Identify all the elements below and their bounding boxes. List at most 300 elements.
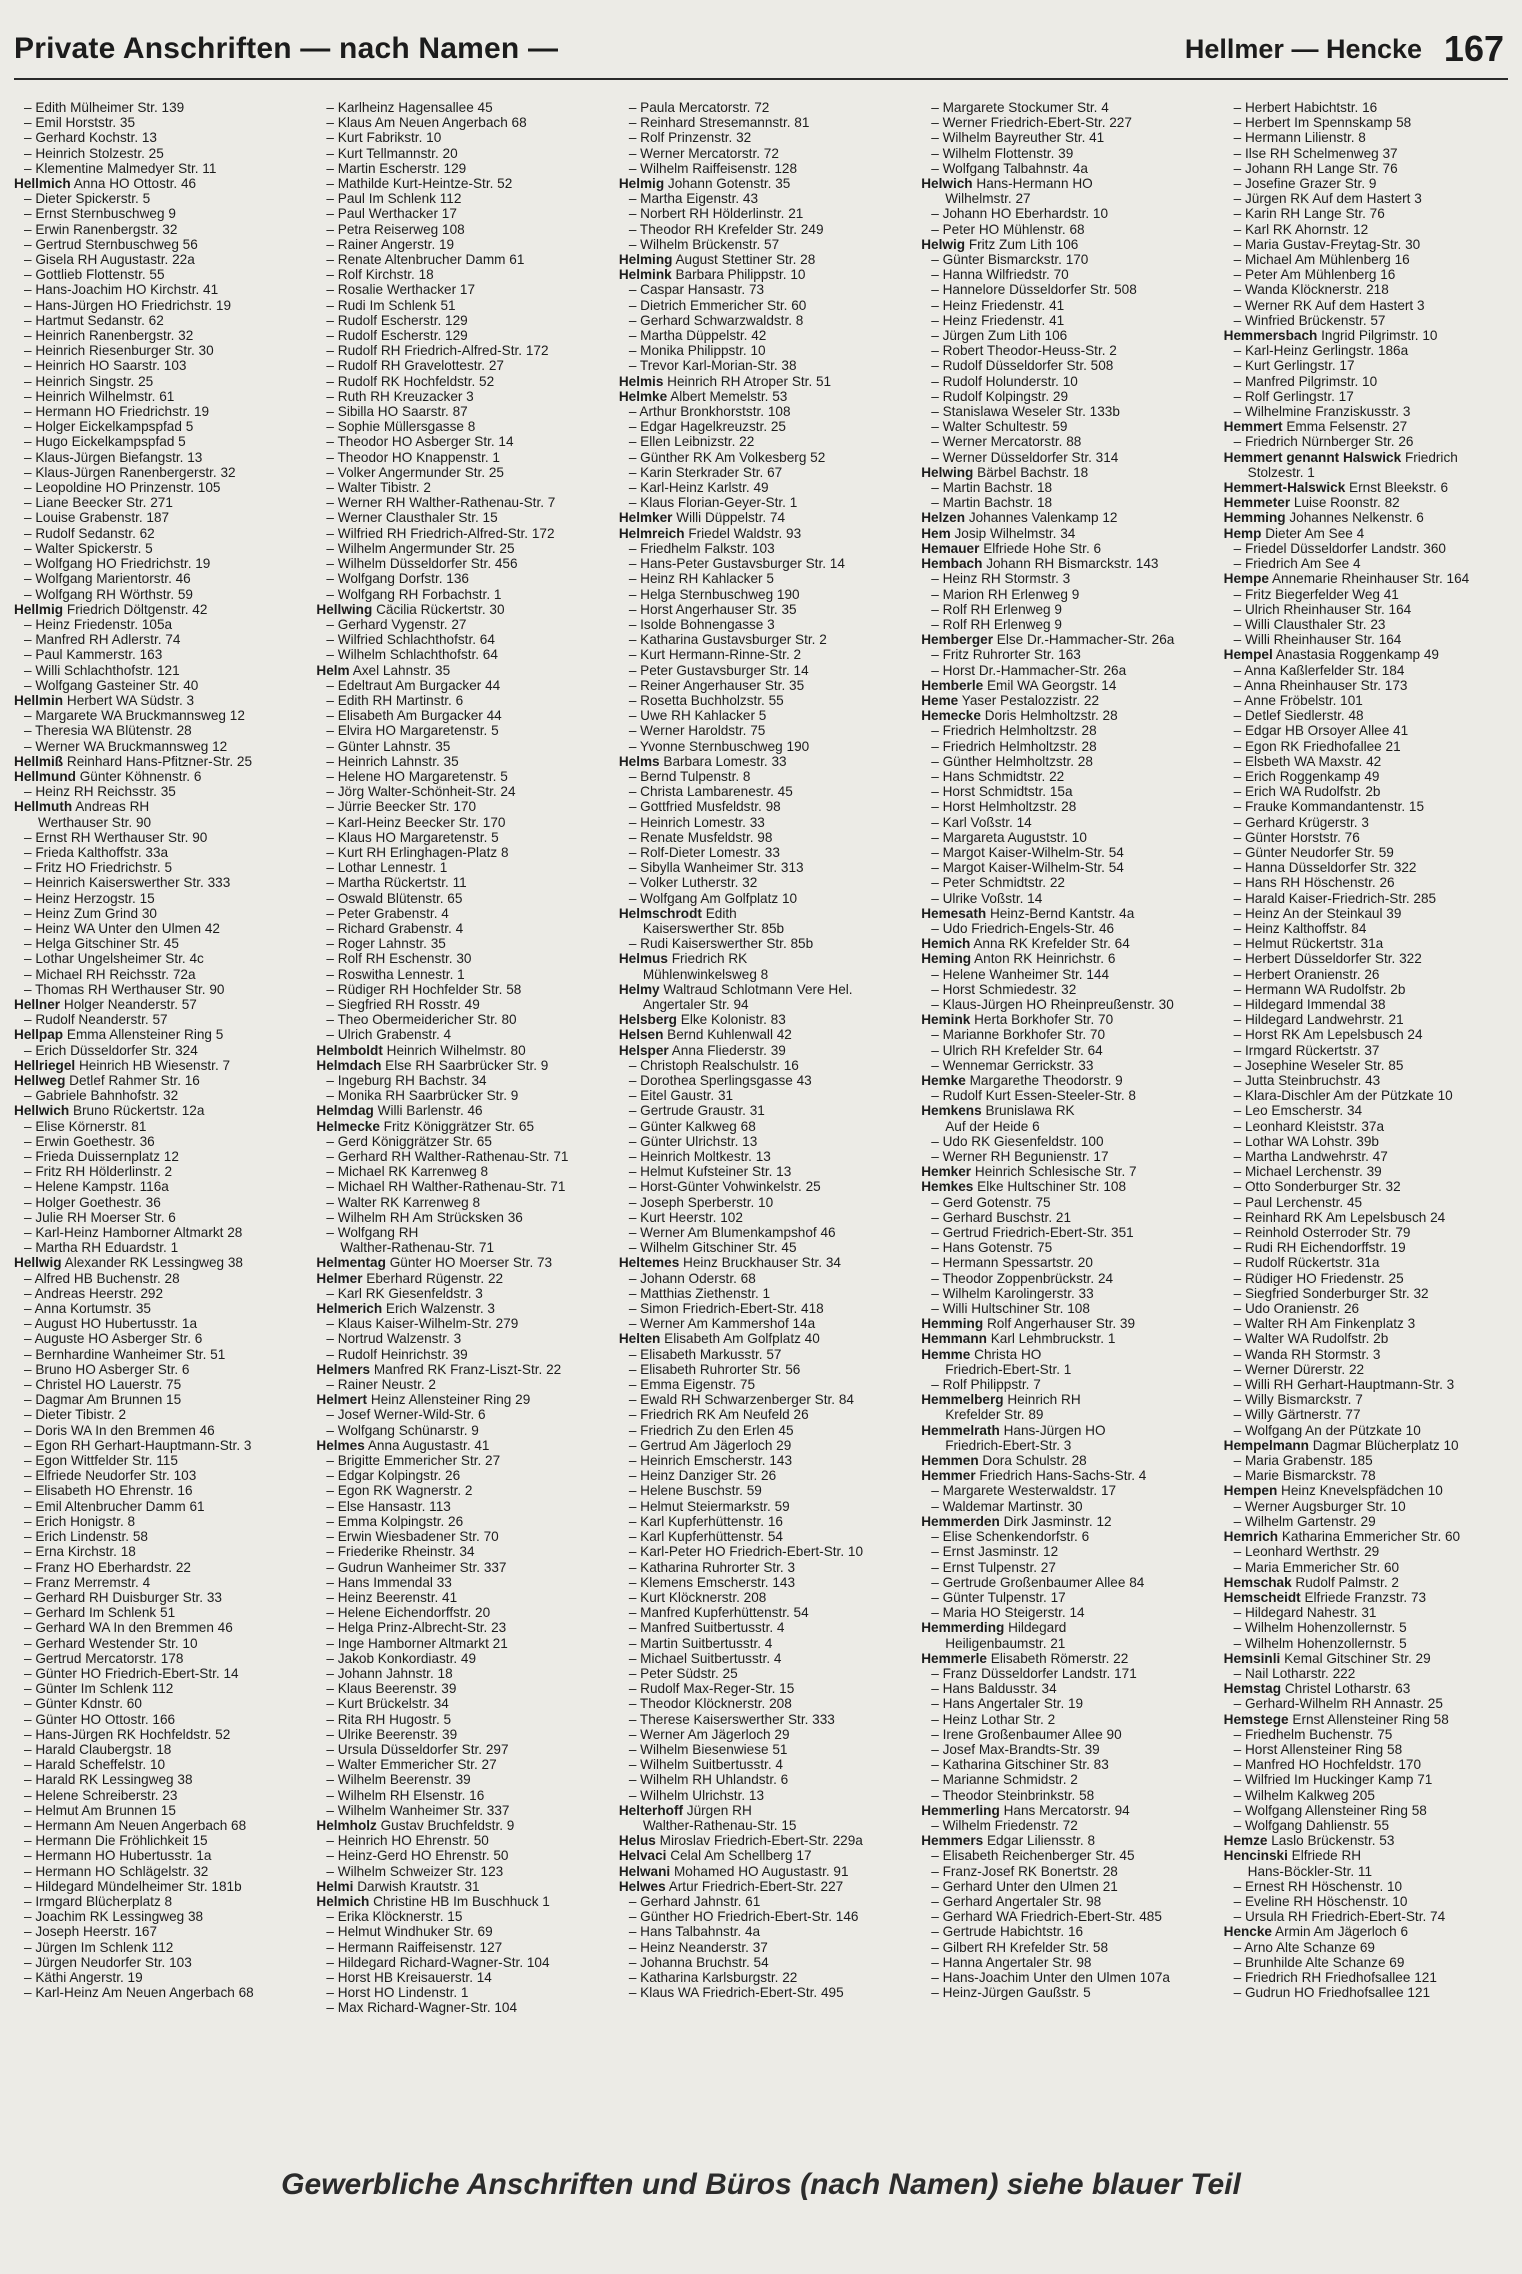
directory-entry bbox=[316, 967, 604, 982]
entry-text: Erich Honigstr. 8 bbox=[35, 1513, 136, 1529]
entry-text: Frieda Kalthoffstr. 33a bbox=[35, 844, 169, 860]
directory-entry bbox=[14, 100, 302, 115]
surname: Hemmerle bbox=[921, 1650, 987, 1666]
entry-text: Hermann HO Friedrichstr. 19 bbox=[35, 404, 210, 420]
directory-entry bbox=[619, 419, 907, 434]
directory-entry bbox=[619, 1894, 907, 1909]
entry-text: Erich Lindenstr. 58 bbox=[35, 1529, 148, 1545]
directory-entry bbox=[14, 663, 302, 678]
directory-entry bbox=[14, 1088, 302, 1103]
entry-text: Erich WA Rudolfstr. 2b bbox=[1244, 784, 1381, 800]
directory-entry bbox=[316, 1286, 604, 1301]
directory-surname-entry bbox=[316, 1362, 604, 1377]
entry-text: Else RH Saarbrücker Str. 9 bbox=[385, 1057, 549, 1073]
entry-text: Wilhelm Raiffeisenstr. 128 bbox=[640, 160, 798, 176]
entry-text: Herta Borkhofer Str. 70 bbox=[974, 1012, 1114, 1028]
entry-text: Emil Horststr. 35 bbox=[35, 115, 136, 131]
entry-text: Christa HO bbox=[974, 1346, 1042, 1362]
entry-text: Karl-Heinz Karlstr. 49 bbox=[640, 480, 769, 496]
surname: Hem bbox=[921, 525, 951, 541]
surname: Hemke bbox=[921, 1073, 966, 1088]
surname: Hemschak bbox=[1223, 1574, 1292, 1590]
entry-text: Andreas RH bbox=[75, 799, 150, 815]
entry-text: Wolfgang Am Golfplatz 10 bbox=[640, 890, 798, 906]
entry-text: Uwe RH Kahlacker 5 bbox=[640, 708, 767, 724]
entry-text: Darwish Krautstr. 31 bbox=[357, 1878, 480, 1894]
entry-text: Hermann Spessartstr. 20 bbox=[942, 1255, 1093, 1271]
entry-text: Elisabeth HO Ehrenstr. 16 bbox=[35, 1483, 193, 1499]
directory-entry bbox=[1224, 1636, 1512, 1651]
surname: Helmert bbox=[316, 1392, 368, 1408]
entry-text: Günter Lahnstr. 35 bbox=[337, 738, 451, 754]
entry-text: Karl-Heinz Beecker Str. 170 bbox=[337, 814, 506, 830]
directory-entry bbox=[1224, 1742, 1512, 1757]
directory-surname-entry bbox=[1224, 1651, 1512, 1666]
entry-text: Horst Schmiedestr. 32 bbox=[942, 981, 1077, 997]
entry-text: Yaser Pestalozzistr. 22 bbox=[961, 692, 1100, 708]
entry-text: Heinrich RH bbox=[1007, 1392, 1081, 1408]
directory-surname-entry bbox=[316, 1392, 604, 1407]
directory-entry bbox=[619, 967, 907, 982]
entry-text: Richard Grabenstr. 4 bbox=[337, 920, 464, 936]
entry-text: Gerhard Unter den Ulmen 21 bbox=[942, 1878, 1118, 1894]
entry-text: Michael RK Karrenweg 8 bbox=[337, 1164, 489, 1180]
surname: Hemauer bbox=[921, 540, 980, 556]
entry-text: Karl Voßstr. 14 bbox=[942, 814, 1032, 830]
entry-text: Hugo Eickelkampspfad 5 bbox=[35, 434, 186, 450]
directory-entry bbox=[316, 1924, 604, 1939]
entry-text: Theodor Zoppenbrückstr. 24 bbox=[942, 1270, 1114, 1286]
directory-entry bbox=[14, 1696, 302, 1711]
entry-text: Günther RK Am Volkesberg 52 bbox=[640, 449, 826, 465]
directory-surname-entry bbox=[921, 541, 1209, 556]
directory-entry bbox=[921, 1636, 1209, 1651]
directory-entry bbox=[316, 1955, 604, 1970]
entry-text: Wilhelm RH Uhlandstr. 6 bbox=[640, 1772, 789, 1788]
entry-text: Erwin Wiesbadener Str. 70 bbox=[337, 1529, 499, 1545]
entry-text: Reiner Angerhauser Str. 35 bbox=[640, 677, 805, 693]
directory-entry bbox=[14, 708, 302, 723]
entry-text: Gerhard RH Duisburger Str. 33 bbox=[35, 1589, 222, 1605]
entry-text: Yvonne Sternbuschweg 190 bbox=[639, 738, 810, 754]
entry-text: Celal Am Schellberg 17 bbox=[670, 1848, 812, 1864]
entry-text: Willy Gärtnerstr. 77 bbox=[1244, 1407, 1361, 1423]
directory-entry bbox=[921, 419, 1209, 434]
directory-entry bbox=[921, 328, 1209, 343]
surname: Helzen bbox=[921, 510, 966, 526]
directory-entry bbox=[619, 663, 907, 678]
directory-entry bbox=[316, 1803, 604, 1818]
entry-text: Horst HO Lindenstr. 1 bbox=[337, 1985, 469, 2001]
entry-text: Hermann HO Hubertusstr. 1a bbox=[35, 1848, 212, 1864]
directory-entry bbox=[1224, 875, 1512, 890]
entry-text: Hans-Peter Gustavsburger Str. 14 bbox=[640, 556, 845, 572]
entry-text: Edith bbox=[705, 905, 737, 921]
entry-text: Nail Lotharstr. 222 bbox=[1244, 1665, 1356, 1681]
directory-entry bbox=[14, 1012, 302, 1027]
directory-entry bbox=[1224, 1027, 1512, 1042]
directory-entry bbox=[619, 1560, 907, 1575]
directory-entry bbox=[1224, 1423, 1512, 1438]
entry-text: Gerhard WA Friedrich-Ebert-Str. 485 bbox=[942, 1909, 1162, 1925]
entry-text: Johannes Nelkenstr. 6 bbox=[1289, 510, 1424, 526]
directory-entry bbox=[1224, 906, 1512, 921]
entry-text: Johann RH Lange Str. 76 bbox=[1244, 160, 1398, 176]
entry-text: Oswald Blütenstr. 65 bbox=[337, 890, 463, 906]
surname: Hemme bbox=[921, 1346, 971, 1362]
directory-entry bbox=[1224, 1088, 1512, 1103]
entry-text: Kurt Gerlingstr. 17 bbox=[1244, 358, 1355, 374]
entry-text: Willi Clausthaler Str. 23 bbox=[1244, 616, 1386, 632]
entry-text: Gertrude Graustr. 31 bbox=[640, 1103, 765, 1119]
directory-entry bbox=[14, 450, 302, 465]
entry-text: Anna Kaßlerfelder Str. 184 bbox=[1244, 662, 1405, 678]
directory-entry bbox=[14, 328, 302, 343]
entry-text: Gerhard Westender Str. 10 bbox=[35, 1635, 198, 1651]
directory-entry bbox=[921, 602, 1209, 617]
entry-text: Wolfgang RH bbox=[337, 1225, 419, 1241]
entry-text: Karin Sterkrader Str. 67 bbox=[640, 464, 783, 480]
directory-entry bbox=[1224, 161, 1512, 176]
entry-text: Andreas Heerstr. 292 bbox=[34, 1285, 164, 1301]
entry-text: Friedrich RK Am Neufeld 26 bbox=[640, 1407, 809, 1423]
entry-text: Volker Angermunder Str. 25 bbox=[337, 464, 504, 480]
directory-entry bbox=[921, 1955, 1209, 1970]
entry-text: Peter HO Mühlenstr. 68 bbox=[942, 221, 1085, 237]
entry-text: Elise Körnerstr. 81 bbox=[35, 1118, 147, 1134]
directory-entry bbox=[14, 556, 302, 571]
entry-text: Ursula RH Friedrich-Ebert-Str. 74 bbox=[1244, 1909, 1446, 1925]
entry-text: Dagmar Blücherplatz 10 bbox=[1312, 1437, 1459, 1453]
entry-text: Wolfgang HO Friedrichstr. 19 bbox=[35, 556, 211, 572]
directory-entry bbox=[14, 313, 302, 328]
surname: Hemmelrath bbox=[921, 1422, 1000, 1438]
directory-surname-entry bbox=[921, 1620, 1209, 1635]
directory-entry bbox=[1224, 434, 1512, 449]
entry-text: Ernst Allensteiner Ring 58 bbox=[1292, 1711, 1449, 1727]
entry-text: Else Dr.-Hammacher-Str. 26a bbox=[996, 632, 1175, 648]
directory-entry bbox=[316, 465, 604, 480]
directory-entry bbox=[1224, 754, 1512, 769]
entry-text: Günter Kalkweg 68 bbox=[640, 1118, 756, 1134]
directory-entry bbox=[14, 784, 302, 799]
entry-text: Joachim RK Lessingweg 38 bbox=[35, 1909, 204, 1925]
directory-entry bbox=[619, 647, 907, 662]
directory-entry bbox=[619, 1453, 907, 1468]
directory-entry bbox=[14, 1225, 302, 1240]
directory-surname-entry bbox=[619, 754, 907, 769]
entry-text: Manfred Pilgrimstr. 10 bbox=[1244, 373, 1378, 389]
entry-text: Gerhard Im Schlenk 51 bbox=[35, 1605, 176, 1621]
entry-text: Anna Kortumstr. 35 bbox=[34, 1301, 151, 1317]
entry-text: Holger Neanderstr. 57 bbox=[63, 996, 197, 1012]
directory-entry bbox=[921, 1818, 1209, 1833]
directory-entry bbox=[14, 1423, 302, 1438]
entry-text: Manfred HO Hochfeldstr. 170 bbox=[1244, 1757, 1422, 1773]
entry-text: Rudolf Sedanstr. 62 bbox=[35, 525, 155, 541]
entry-text: Wanda Klöcknerstr. 218 bbox=[1244, 282, 1389, 298]
entry-text: Albert Memelstr. 53 bbox=[670, 388, 788, 404]
surname: Helmdach bbox=[316, 1057, 382, 1073]
entry-text: Karl Kupferhüttenstr. 54 bbox=[640, 1529, 783, 1545]
entry-text: Friedrich-Ebert-Str. 1 bbox=[945, 1361, 1072, 1377]
directory-surname-entry bbox=[1224, 419, 1512, 434]
entry-text: Heinz Knevelspfädchen 10 bbox=[1281, 1483, 1443, 1499]
directory-entry bbox=[619, 1712, 907, 1727]
directory-entry bbox=[1224, 845, 1512, 860]
entry-text: Irmgard Rückertstr. 37 bbox=[1244, 1042, 1380, 1058]
entry-text: Sibylla Wanheimer Str. 313 bbox=[640, 860, 804, 876]
directory-entry bbox=[14, 1666, 302, 1681]
entry-text: Wilhelm Beerenstr. 39 bbox=[337, 1772, 471, 1788]
directory-entry bbox=[619, 1757, 907, 1772]
directory-surname-entry bbox=[921, 1514, 1209, 1529]
directory-entry bbox=[14, 222, 302, 237]
entry-text: Wolfgang Talbahnstr. 4a bbox=[942, 160, 1088, 176]
directory-entry bbox=[316, 1499, 604, 1514]
page-header bbox=[14, 28, 1508, 80]
surname: Hemp bbox=[1223, 525, 1262, 541]
entry-text: Katharina Ruhrorter Str. 3 bbox=[640, 1559, 796, 1575]
surname: Hellmin bbox=[14, 692, 64, 708]
directory-entry bbox=[14, 1864, 302, 1879]
surname: Hellmund bbox=[14, 768, 76, 784]
surname: Helmschrodt bbox=[618, 905, 702, 921]
directory-entry bbox=[1224, 343, 1512, 358]
entry-text: Jürgen Neudorfer Str. 103 bbox=[35, 1954, 192, 1970]
directory-entry bbox=[316, 1985, 604, 2000]
entry-text: Wilhelm Schlachthofstr. 64 bbox=[337, 647, 498, 663]
entry-text: Fritz Biegerfelder Weg 41 bbox=[1244, 586, 1399, 602]
entry-text: Artur Friedrich-Ebert-Str. 227 bbox=[668, 1878, 844, 1894]
directory-entry bbox=[619, 1103, 907, 1118]
directory-entry bbox=[14, 1301, 302, 1316]
directory-entry bbox=[1224, 967, 1512, 982]
directory-entry bbox=[316, 1347, 604, 1362]
entry-text: Walter Emmericher Str. 27 bbox=[337, 1757, 497, 1773]
entry-text: August Stettiner Str. 28 bbox=[675, 252, 816, 268]
entry-text: Harald Kaiser-Friedrich-Str. 285 bbox=[1244, 890, 1437, 906]
entry-text: Heinrich RH Atroper Str. 51 bbox=[667, 373, 832, 389]
directory-surname-entry bbox=[1224, 450, 1512, 465]
entry-text: Heinrich HO Saarstr. 103 bbox=[35, 358, 187, 374]
directory-entry bbox=[14, 647, 302, 662]
entry-text: Willi Düppelstr. 74 bbox=[676, 510, 786, 526]
directory-surname-entry bbox=[921, 708, 1209, 723]
entry-text: Friedrich Döltgenstr. 42 bbox=[66, 601, 208, 617]
directory-entry bbox=[619, 1301, 907, 1316]
directory-surname-entry bbox=[921, 1164, 1209, 1179]
directory-entry bbox=[14, 206, 302, 221]
directory-entry bbox=[316, 298, 604, 313]
entry-text: Hans Baldusstr. 34 bbox=[942, 1681, 1057, 1697]
directory-entry bbox=[14, 1407, 302, 1422]
directory-entry bbox=[1224, 1696, 1512, 1711]
directory-entry bbox=[921, 146, 1209, 161]
entry-text: Hermann HO Schlägelstr. 32 bbox=[35, 1863, 209, 1879]
directory-entry bbox=[316, 1453, 604, 1468]
directory-surname-entry bbox=[619, 1833, 907, 1848]
entry-text: Karl RK Giesenfeldstr. 3 bbox=[337, 1285, 483, 1301]
entry-text: Robert Theodor-Heuss-Str. 2 bbox=[942, 343, 1117, 359]
directory-entry bbox=[14, 1529, 302, 1544]
entry-text: Heinz WA Unter den Ulmen 42 bbox=[35, 920, 220, 936]
surname: Helmke bbox=[618, 388, 668, 404]
entry-text: Werner Am Blumenkampshof 46 bbox=[640, 1225, 836, 1241]
directory-columns bbox=[14, 100, 1512, 2130]
directory-surname-entry bbox=[921, 1651, 1209, 1666]
directory-entry bbox=[921, 875, 1209, 890]
entry-text: Hans Schmidtstr. 22 bbox=[942, 768, 1065, 784]
entry-text: Wolfgang RH Wörthstr. 59 bbox=[35, 586, 193, 602]
directory-entry bbox=[921, 617, 1209, 632]
surname: Hellmig bbox=[14, 601, 64, 617]
entry-text: Anna RK Krefelder Str. 64 bbox=[973, 936, 1130, 952]
surname: Helus bbox=[618, 1833, 656, 1849]
directory-column-1 bbox=[14, 100, 302, 2130]
directory-entry bbox=[1224, 663, 1512, 678]
directory-entry bbox=[921, 921, 1209, 936]
directory-surname-entry bbox=[921, 1331, 1209, 1346]
directory-entry bbox=[619, 875, 907, 890]
entry-text: Karin RH Lange Str. 76 bbox=[1244, 206, 1385, 222]
entry-text: Rudi Im Schlenk 51 bbox=[337, 297, 456, 313]
directory-entry bbox=[14, 1955, 302, 1970]
entry-text: Rolf Kirchstr. 18 bbox=[337, 267, 434, 283]
entry-text: Helga Prinz-Albrecht-Str. 23 bbox=[337, 1620, 507, 1636]
directory-entry bbox=[316, 2000, 604, 2015]
directory-entry bbox=[619, 1088, 907, 1103]
directory-surname-entry bbox=[316, 1894, 604, 1909]
directory-surname-entry bbox=[921, 1392, 1209, 1407]
entry-text: Theodor HO Knappenstr. 1 bbox=[337, 449, 500, 465]
entry-text: Auf der Heide 6 bbox=[945, 1118, 1040, 1134]
surname: Helwani bbox=[618, 1863, 671, 1879]
entry-text: Rolf RH Erlenweg 9 bbox=[942, 616, 1062, 632]
entry-text: Ellen Leibnizstr. 22 bbox=[640, 434, 755, 450]
entry-text: Stolzestr. 1 bbox=[1247, 464, 1315, 480]
entry-text: Theodor Steinbrinkstr. 58 bbox=[942, 1787, 1095, 1803]
directory-entry bbox=[316, 328, 604, 343]
entry-text: Erich Roggenkamp 49 bbox=[1244, 768, 1380, 784]
entry-text: Rolf RH Erlenweg 9 bbox=[942, 601, 1062, 617]
entry-text: Martin Bachstr. 18 bbox=[942, 480, 1053, 496]
entry-text: Hartmut Sedanstr. 62 bbox=[35, 312, 164, 328]
entry-text: Norbert RH Hölderlinstr. 21 bbox=[640, 206, 804, 222]
directory-entry bbox=[316, 343, 604, 358]
surname: Hempe bbox=[1223, 571, 1269, 587]
entry-text: August HO Hubertusstr. 1a bbox=[34, 1316, 198, 1332]
directory-entry bbox=[619, 1529, 907, 1544]
entry-text: Erwin Ranenbergstr. 32 bbox=[35, 221, 178, 237]
directory-entry bbox=[921, 1924, 1209, 1939]
directory-surname-entry bbox=[1224, 1833, 1512, 1848]
directory-entry bbox=[921, 1666, 1209, 1681]
directory-entry bbox=[14, 1636, 302, 1651]
directory-surname-entry bbox=[921, 951, 1209, 966]
surname: Helsper bbox=[618, 1042, 669, 1058]
entry-text: Heinrich Wilhelmstr. 80 bbox=[386, 1042, 526, 1058]
directory-entry bbox=[14, 1331, 302, 1346]
directory-entry bbox=[14, 343, 302, 358]
entry-text: Klaus-Jürgen Ranenbergerstr. 32 bbox=[35, 464, 236, 480]
directory-entry bbox=[14, 1620, 302, 1635]
directory-entry bbox=[1224, 1803, 1512, 1818]
directory-entry bbox=[14, 1119, 302, 1134]
entry-text: Louise Grabenstr. 187 bbox=[35, 510, 170, 526]
entry-text: Martha Landwehrstr. 47 bbox=[1244, 1149, 1388, 1165]
entry-text: Hans-Böckler-Str. 11 bbox=[1247, 1863, 1373, 1879]
directory-entry bbox=[619, 1499, 907, 1514]
entry-text: Wilhelm Ulrichstr. 13 bbox=[640, 1787, 765, 1803]
entry-text: Hildegard Mündelheimer Str. 181b bbox=[35, 1878, 242, 1894]
entry-text: Dirk Jasminstr. 12 bbox=[1003, 1513, 1112, 1529]
directory-entry bbox=[14, 1803, 302, 1818]
directory-surname-entry bbox=[921, 526, 1209, 541]
directory-surname-entry bbox=[619, 176, 907, 191]
entry-text: Josef Max-Brandts-Str. 39 bbox=[942, 1741, 1100, 1757]
entry-text: Wilhelm Hohenzollernstr. 5 bbox=[1244, 1635, 1407, 1651]
directory-entry bbox=[921, 404, 1209, 419]
entry-text: Josefine Grazer Str. 9 bbox=[1244, 176, 1377, 192]
entry-text: Klara-Dischler Am der Pützkate 10 bbox=[1244, 1088, 1453, 1104]
entry-text: Elisabeth Reichenberger Str. 45 bbox=[942, 1848, 1135, 1864]
directory-entry bbox=[921, 343, 1209, 358]
directory-entry bbox=[1224, 1666, 1512, 1681]
surname: Hemmerden bbox=[921, 1513, 1000, 1529]
directory-entry bbox=[316, 815, 604, 830]
directory-entry bbox=[14, 1681, 302, 1696]
entry-text: Jakob Konkordiastr. 49 bbox=[337, 1650, 477, 1666]
entry-text: Gerhard Krügerstr. 3 bbox=[1244, 814, 1369, 830]
directory-entry bbox=[1224, 313, 1512, 328]
entry-text: Jürgen RH bbox=[686, 1802, 752, 1818]
directory-entry bbox=[14, 875, 302, 890]
entry-text: Walther-Rathenau-Str. 71 bbox=[340, 1240, 495, 1256]
entry-text: Theodor HO Asberger Str. 14 bbox=[337, 434, 514, 450]
directory-entry bbox=[921, 1088, 1209, 1103]
directory-entry bbox=[14, 237, 302, 252]
directory-entry bbox=[1224, 358, 1512, 373]
entry-text: Hans-Joachim HO Kirchstr. 41 bbox=[35, 282, 219, 298]
entry-text: Christine HB Im Buschhuck 1 bbox=[373, 1893, 550, 1909]
surname: Helmker bbox=[618, 510, 673, 526]
entry-text: Wilhelm Kalkweg 205 bbox=[1244, 1787, 1375, 1803]
directory-entry bbox=[1224, 1453, 1512, 1468]
directory-entry bbox=[14, 419, 302, 434]
directory-entry bbox=[921, 1864, 1209, 1879]
entry-text: Irene Großenbaumer Allee 90 bbox=[942, 1726, 1122, 1742]
surname: Hemmerling bbox=[921, 1802, 1000, 1818]
directory-entry bbox=[316, 632, 604, 647]
entry-text: Marianne Schmidstr. 2 bbox=[942, 1772, 1078, 1788]
entry-text: Peter Grabenstr. 4 bbox=[337, 905, 449, 921]
directory-entry bbox=[14, 1788, 302, 1803]
entry-text: Klaus Am Neuen Angerbach 68 bbox=[337, 115, 527, 131]
directory-entry bbox=[619, 328, 907, 343]
entry-text: Gerd Gotenstr. 75 bbox=[942, 1194, 1051, 1210]
entry-text: Wanda RH Stormstr. 3 bbox=[1244, 1346, 1381, 1362]
directory-entry bbox=[619, 1955, 907, 1970]
entry-text: Ulrich Rheinhauser Str. 164 bbox=[1244, 601, 1412, 617]
entry-text: Maria Grabenstr. 185 bbox=[1244, 1453, 1373, 1469]
directory-surname-entry bbox=[14, 1255, 302, 1270]
directory-surname-entry bbox=[1224, 1681, 1512, 1696]
directory-entry bbox=[921, 480, 1209, 495]
directory-entry bbox=[316, 951, 604, 966]
directory-entry bbox=[921, 1909, 1209, 1924]
directory-entry bbox=[1224, 206, 1512, 221]
